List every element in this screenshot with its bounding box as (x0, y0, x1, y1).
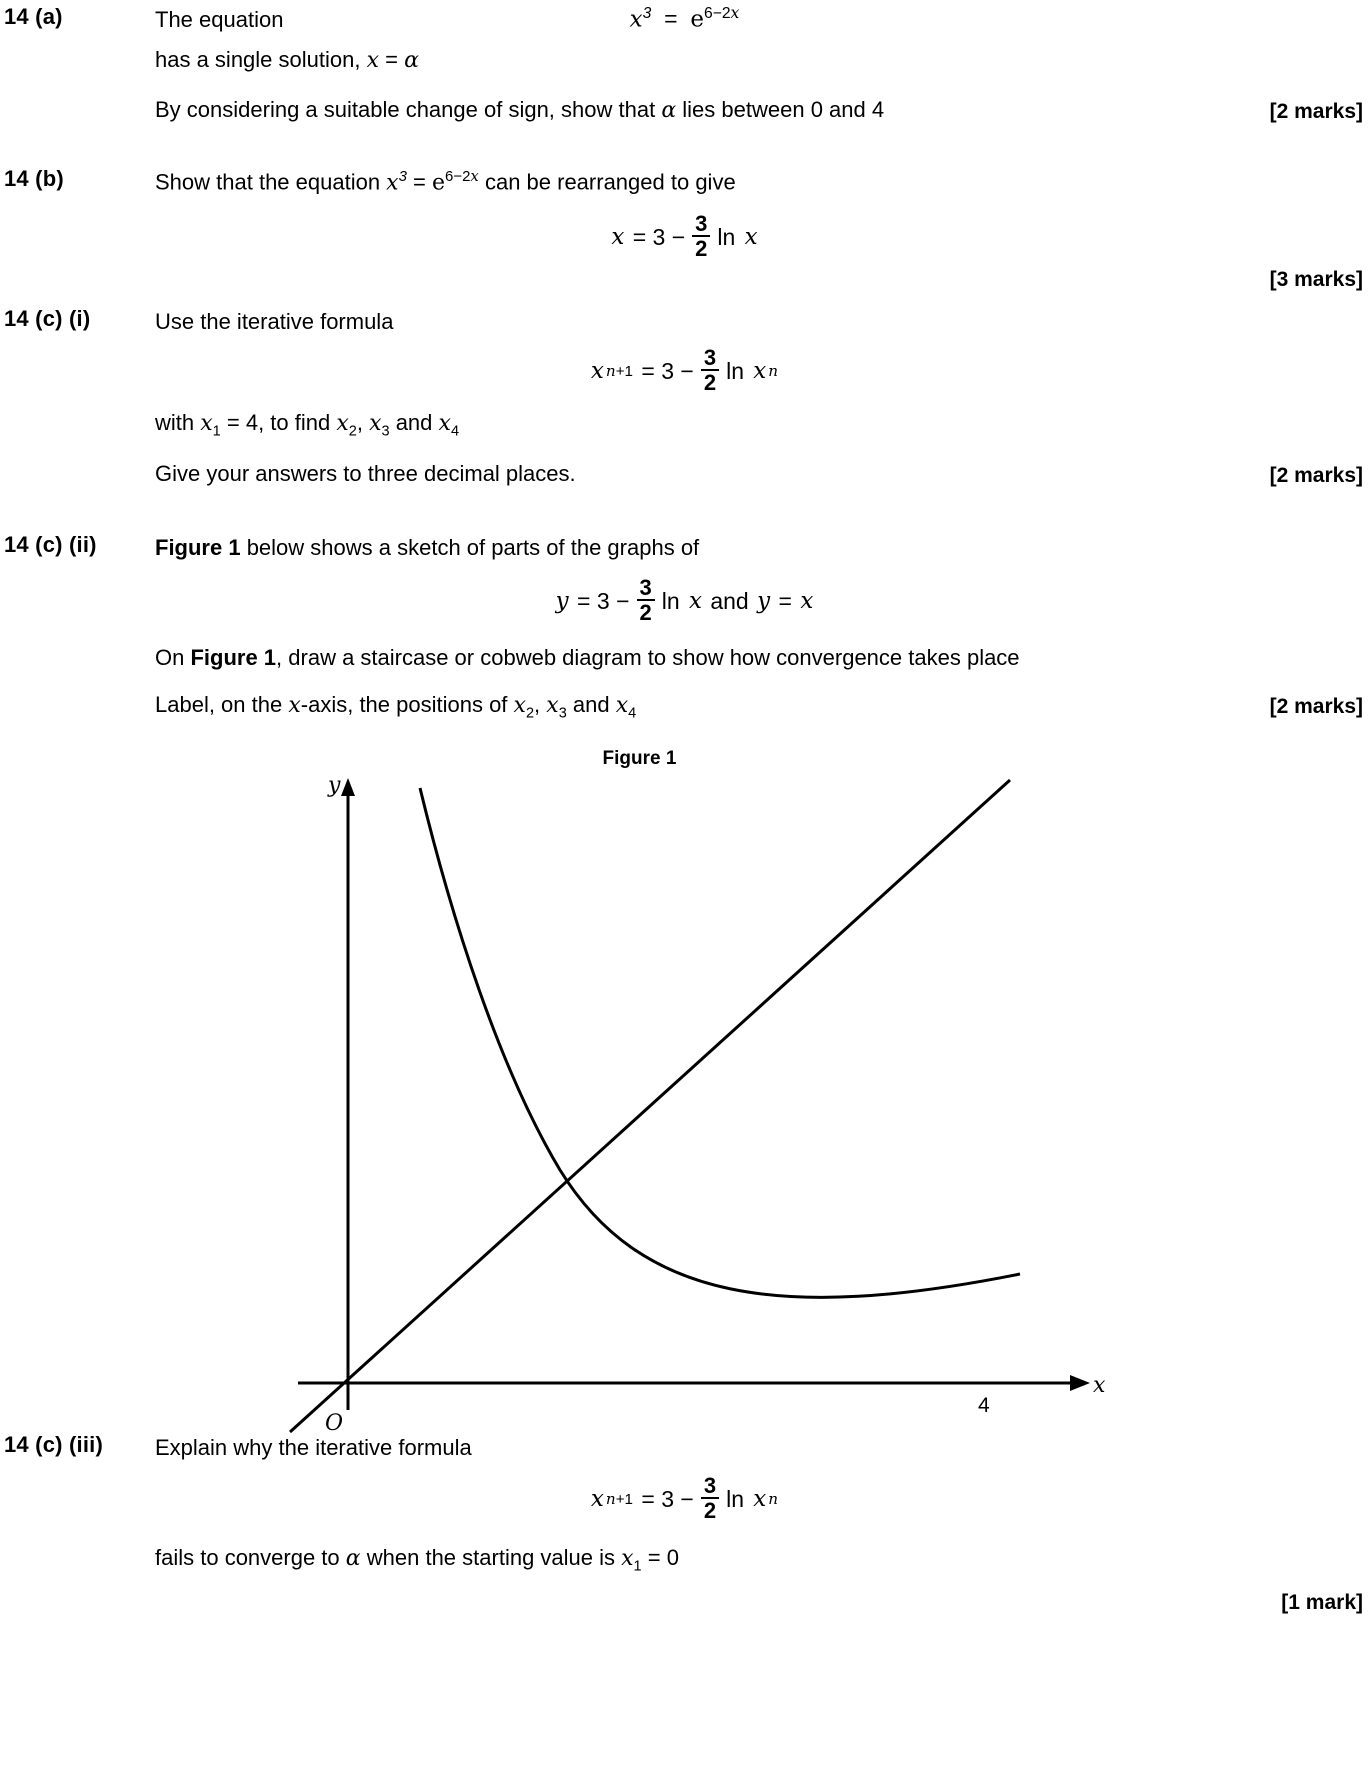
question-part-14a (0, 4, 1369, 35)
x-axis-arrowhead (1070, 1375, 1090, 1391)
part-body-14a (155, 4, 1369, 35)
part-14b-line1: Show that the equation $x^3 = e^{6-2x}$ can be rearranged to give (155, 167, 736, 196)
part-label-14b: 14 (b) (4, 166, 64, 192)
part-label-14ci: 14 (c) (i) (4, 305, 91, 331)
part-14a-row2 (0, 44, 1369, 76)
part-14ciii-line2: fails to converge to α when the starting value is $x_1 = 0$ (155, 1544, 679, 1574)
figure-caption: Figure 1 (602, 747, 677, 769)
part-14ci-line3: Give your answers to three decimal places. (155, 461, 576, 487)
part-14ciii-line1: Explain why the iterative formula (155, 1434, 472, 1460)
part-14ciii-equation: x n+1 = 3 − $\frac{3}{2}$ ln x n (590, 1472, 779, 1524)
part-14b-equation: x = 3 − $\frac{3}{2}$ ln x (611, 210, 758, 262)
part-14ci-row3 (0, 458, 1369, 489)
question-part-14ci (0, 306, 1369, 337)
part-14ciii-row2 (0, 1542, 1369, 1577)
line-y-equals-x (290, 780, 1010, 1432)
part-14cii-line2-prefix: On (155, 644, 191, 670)
part-14cii-line2 (155, 642, 1369, 673)
part-14a-line2-text: has a single solution, (155, 46, 367, 72)
marks-14ciii: [1 mark] (1281, 1590, 1363, 1614)
part-14cii-line2-rest: , draw a staircase or cobweb diagram to show how convergence takes place (276, 644, 1020, 670)
marks-14b: [3 marks] (1269, 267, 1363, 291)
part-14a-row3 (0, 94, 1369, 126)
y-axis-arrowhead (341, 778, 355, 796)
part-label-14ciii: 14 (c) (iii) (4, 1431, 103, 1457)
figure-1 (0, 770, 1369, 1450)
part-14cii-line1-rest: below shows a sketch of parts of the graphs of (240, 534, 700, 560)
figure-ref-1: Figure 1 (155, 534, 241, 560)
question-part-14b (0, 166, 1369, 199)
part-14b-marks-row (0, 268, 1369, 294)
part-14cii-row3 (0, 689, 1369, 724)
question-part-14ciii (0, 1432, 1369, 1463)
part-14a-line2: has a single solution, x = α (155, 46, 419, 73)
part-14a-line1: The equation (155, 7, 284, 32)
part-14a-line3: By considering a suitable change of sign, show that α lies between 0 and 4 (155, 97, 885, 124)
part-14ci-line1: Use the iterative formula (155, 308, 394, 334)
part-14ciii-marks-row (0, 1591, 1369, 1621)
part-14ci-row2 (0, 407, 1369, 442)
exam-question-page (0, 4, 1369, 1775)
origin-label: O (325, 1410, 344, 1436)
figure-ref-2: Figure 1 (190, 644, 277, 670)
part-14cii-equation: y = 3 − $\frac{3}{2}$ ln x and y = x (555, 574, 814, 626)
part-label-14cii: 14 (c) (ii) (4, 531, 97, 557)
figure-1-graph (0, 770, 1369, 1450)
part-14ci-line2: with $x_1 = 4$, to find $x_2$, $x_3$ and $x_4$ (155, 410, 460, 440)
part-14cii-line1 (155, 532, 1369, 563)
marks-14ci: [2 marks] (1269, 464, 1363, 488)
question-part-14cii (0, 532, 1369, 563)
part-14cii-row2 (0, 642, 1369, 673)
x-axis-label: x (1093, 1372, 1106, 1398)
part-14cii-line3: Label, on the x-axis, the positions of $x_2$, $x_3$ and $x_4$ (155, 691, 637, 722)
part-14a-equation: $x^3 = e^{6-2x}$ (629, 3, 740, 33)
marks-14a: [2 marks] (1269, 100, 1363, 124)
marks-14cii: [2 marks] (1269, 694, 1363, 718)
x-tick-label-4: 4 (978, 1393, 990, 1417)
part-label-14a: 14 (a) (4, 4, 63, 29)
y-axis-label: y (328, 772, 341, 798)
part-14ci-equation: x n+1 = 3 − $\frac{3}{2}$ ln x n (590, 344, 779, 396)
